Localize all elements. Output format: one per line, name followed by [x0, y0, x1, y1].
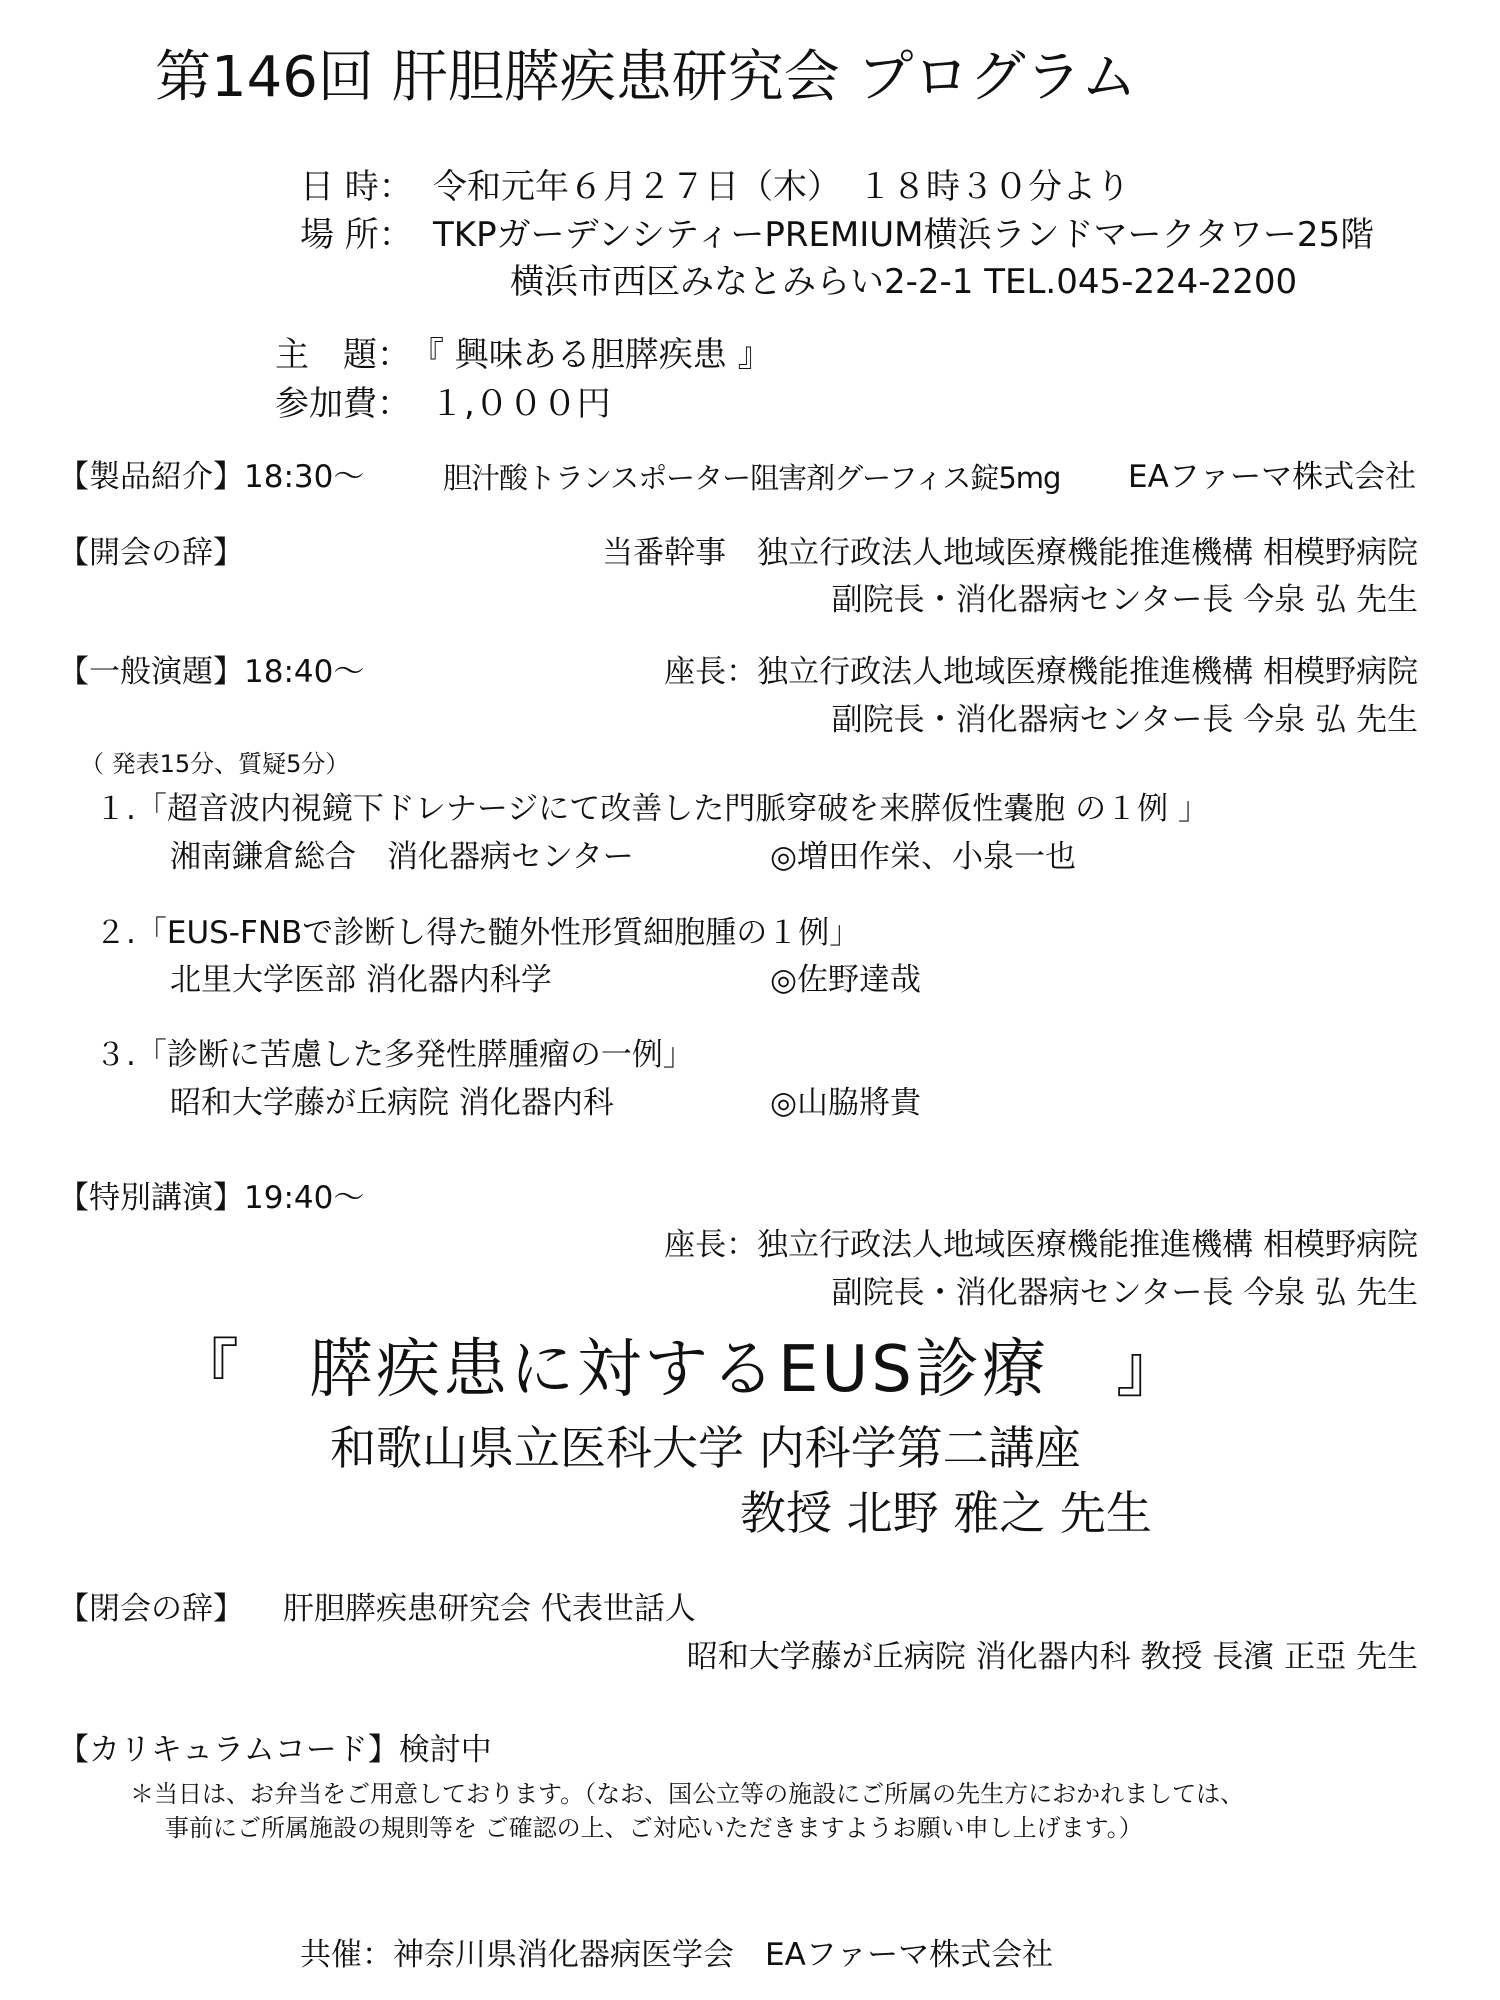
- opening-label: 【開会の辞】: [58, 535, 244, 571]
- theme-value: 『 興味ある胆膵疾患 』: [410, 335, 772, 375]
- page-title: 第146回 肝胆膵疾患研究会 プログラム: [155, 45, 1137, 110]
- general-chair-title: 副院長・消化器病センター長 今泉 弘 先生: [831, 702, 1418, 738]
- talk-2-affiliation: 北里大学医部 消化器内科学: [170, 962, 552, 998]
- date-label: 日 時：: [300, 167, 413, 207]
- curriculum-note-1: ＊当日は、お弁当をご用意しております。（なお、国公立等の施設にご所属の先生方におかれましては、: [130, 1780, 1245, 1808]
- date-value: 令和元年６月２７日（木） １８時３０分より: [433, 167, 1130, 207]
- talk-3-speaker: ◎山脇將貴: [770, 1085, 922, 1121]
- curriculum-label: 【カリキュラムコード】検討中: [58, 1732, 492, 1768]
- product-name: 胆汁酸トランスポーター阻害剤グーフィス錠5mg: [443, 461, 1061, 495]
- talk-3-title: ３.「診断に苦慮した多発性膵腫瘤の一例」: [95, 1037, 694, 1073]
- lecture-title: 『 膵疾患に対するEUS診療 』: [175, 1333, 1183, 1407]
- general-label: 【一般演題】18:40～: [58, 654, 365, 690]
- talk-1-affiliation: 湘南鎌倉総合 消化器病センター: [170, 839, 634, 875]
- fee-label: 参加費：: [275, 384, 411, 424]
- special-label: 【特別講演】19:40～: [58, 1180, 365, 1216]
- curriculum-note-2: 事前にご所属施設の規則等を ご確認の上、ご対応いただきますようお願い申し上げます。）: [165, 1814, 1143, 1842]
- talk-3-affiliation: 昭和大学藤が丘病院 消化器内科: [170, 1085, 614, 1121]
- general-note: （ 発表15分、質疑5分）: [80, 750, 350, 778]
- fee-value: １,０００円: [430, 384, 611, 424]
- product-company: EAファーマ株式会社: [1128, 459, 1417, 495]
- venue-address: 横浜市西区みなとみらい2-2-1 TEL.045-224-2200: [510, 262, 1298, 302]
- special-chair: 座長：独立行政法人地域医療機能推進機構 相模野病院: [664, 1227, 1418, 1263]
- closing-organizer-name: 昭和大学藤が丘病院 消化器内科 教授 長濱 正亞 先生: [686, 1639, 1418, 1675]
- talk-1-speaker: ◎増田作栄、小泉一也: [770, 839, 1077, 875]
- talk-1-title: １.「超音波内視鏡下ドレナージにて改善した門脈穿破を来膵仮性嚢胞 の１例 」: [95, 791, 1209, 827]
- general-chair: 座長：独立行政法人地域医療機能推進機構 相模野病院: [664, 654, 1418, 690]
- talk-2-speaker: ◎佐野達哉: [770, 962, 922, 998]
- closing-label: 【閉会の辞】: [58, 1591, 244, 1627]
- special-chair-title: 副院長・消化器病センター長 今泉 弘 先生: [831, 1275, 1418, 1311]
- talk-2-title: ２.「EUS-FNBで診断し得た髄外性形質細胞腫の１例」: [95, 915, 861, 951]
- closing-organizer: 肝胆膵疾患研究会 代表世話人: [283, 1591, 696, 1627]
- theme-label: 主 題：: [275, 335, 411, 375]
- sponsor: 共催：神奈川県消化器病医学会 EAファーマ株式会社: [300, 1937, 1054, 1973]
- venue-label: 場 所：: [300, 215, 413, 255]
- opening-host-title: 副院長・消化器病センター長 今泉 弘 先生: [831, 582, 1418, 618]
- lecturer-name: 教授 北野 雅之 先生: [740, 1486, 1152, 1540]
- product-label: 【製品紹介】18:30～: [58, 459, 365, 495]
- lecturer-affiliation: 和歌山県立医科大学 内科学第二講座: [330, 1421, 1081, 1475]
- venue-name: TKPガーデンシティーPREMIUM横浜ランドマークタワー25階: [433, 215, 1375, 255]
- opening-host: 当番幹事 独立行政法人地域医療機能推進機構 相模野病院: [602, 535, 1418, 571]
